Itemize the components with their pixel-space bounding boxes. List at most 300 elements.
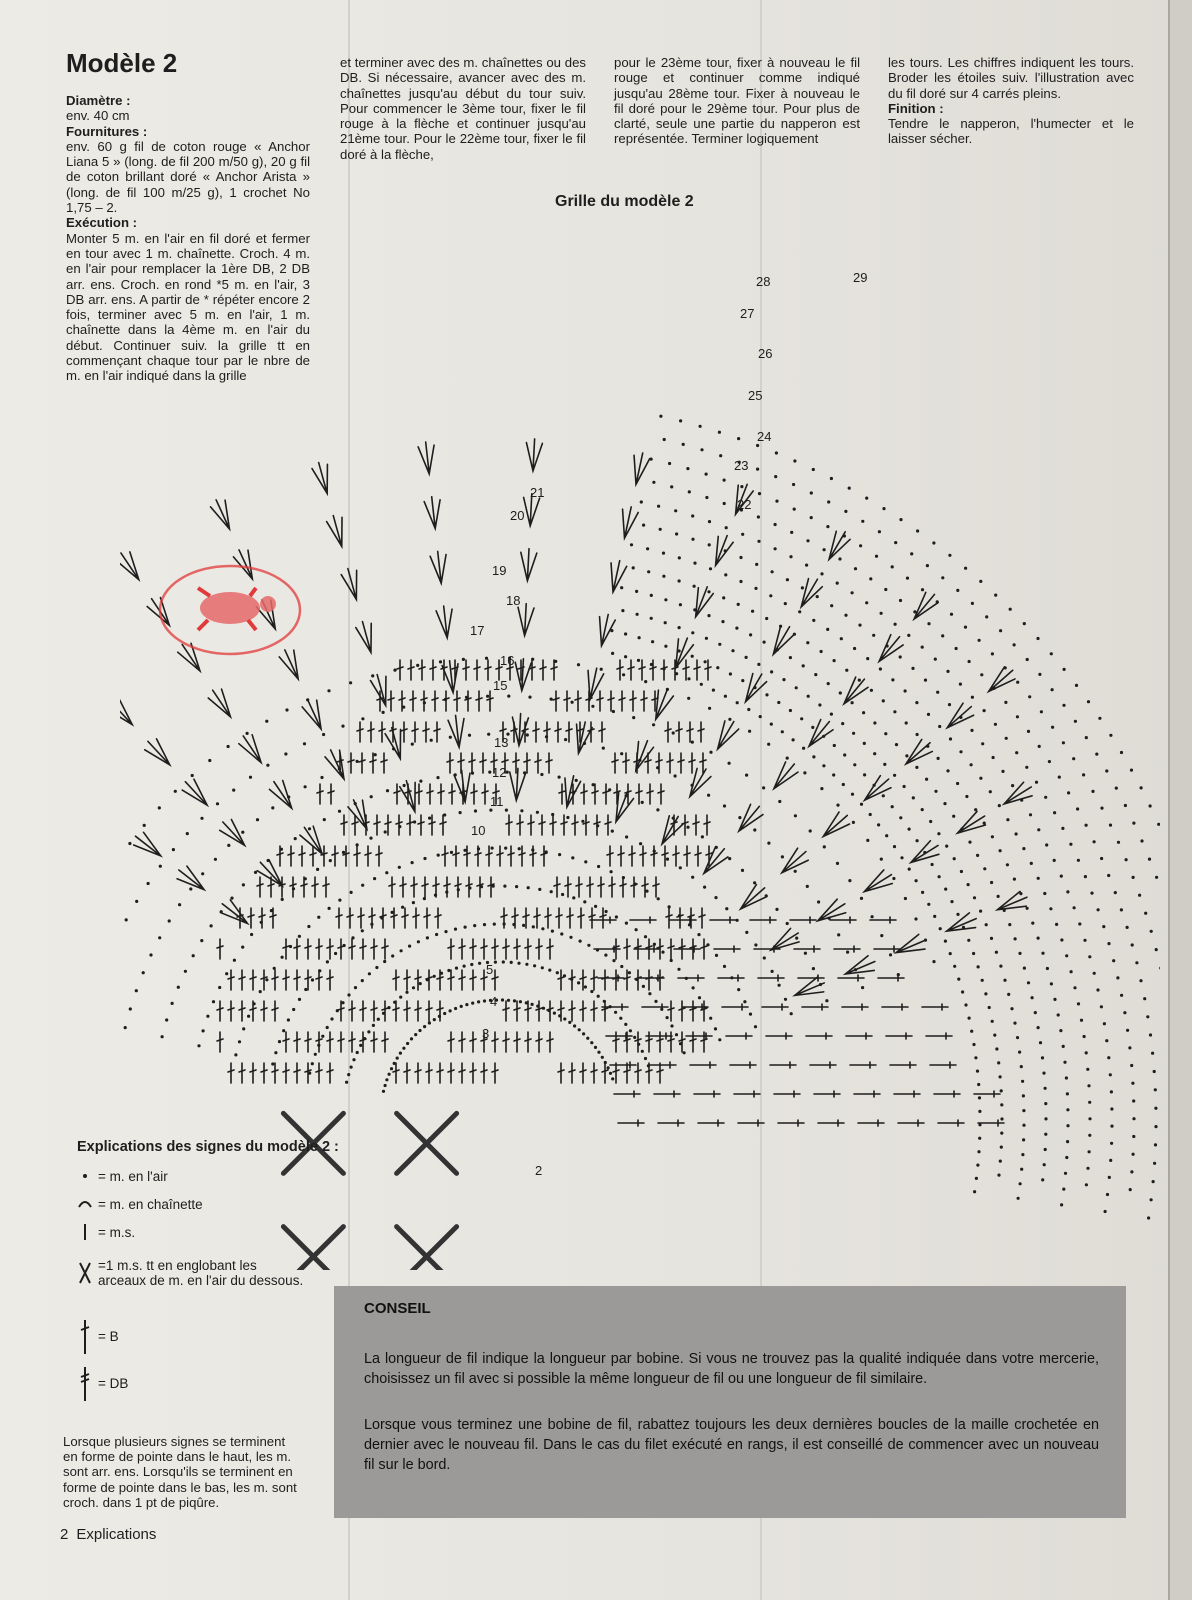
- chain-stitch: [1058, 776, 1061, 779]
- chain-stitch: [708, 707, 711, 710]
- chain-stitch: [1130, 1064, 1133, 1067]
- treble-stitch: [558, 1063, 564, 1083]
- chain-stitch: [1050, 652, 1053, 655]
- treble-stitch: [415, 970, 421, 990]
- chain-stitch: [723, 502, 726, 505]
- chain-stitch: [370, 795, 373, 798]
- chain-stitch: [903, 785, 906, 788]
- chain-stitch: [1154, 1107, 1157, 1110]
- chain-stitch: [1093, 840, 1096, 843]
- treble-stitch: [530, 846, 536, 866]
- chain-stitch: [334, 952, 337, 955]
- chain-stitch: [931, 863, 934, 866]
- chain-stitch: [1148, 858, 1151, 861]
- chain-stitch: [735, 627, 738, 630]
- chain-stitch: [581, 820, 584, 823]
- chain-stitch: [1045, 843, 1048, 846]
- treble-stitch: [371, 939, 377, 959]
- chain-stitch: [571, 701, 574, 704]
- chain-stitch: [858, 624, 861, 627]
- chain-stitch: [770, 723, 773, 726]
- treble-stitch: [294, 970, 300, 990]
- chain-stitch: [916, 529, 919, 532]
- cluster-stitch: [628, 451, 650, 486]
- treble-stitch: [536, 939, 542, 959]
- round-number-label: 4: [490, 994, 498, 1009]
- chain-stitch: [564, 738, 567, 741]
- chain-stitch: [926, 564, 929, 567]
- chain-stitch: [699, 425, 702, 428]
- chain-stitch: [177, 986, 180, 989]
- treble-stitch: [704, 815, 710, 835]
- treble-stitch: [482, 784, 488, 804]
- legend-text: = m.s.: [98, 1224, 136, 1240]
- treble-stitch: [636, 784, 642, 804]
- chain-stitch: [1021, 1153, 1024, 1156]
- treble-stitch: [407, 815, 413, 835]
- chain-stitch: [158, 806, 161, 809]
- chain-stitch: [1013, 1022, 1016, 1025]
- chain-stitch: [968, 660, 971, 663]
- treble-stitch: [591, 970, 597, 990]
- chain-stitch: [994, 723, 997, 726]
- chain-stitch: [721, 620, 724, 623]
- chain-stitch: [513, 999, 516, 1002]
- horizontal-stitch: [806, 1033, 832, 1039]
- chain-stitch: [1061, 827, 1064, 830]
- chain-stitch: [636, 613, 639, 616]
- treble-stitch: [410, 691, 416, 711]
- treble-stitch: [453, 846, 459, 866]
- chain-stitch: [350, 1066, 353, 1069]
- cluster-stitch: [300, 697, 328, 733]
- chain-stitch: [1132, 1099, 1135, 1102]
- chain-stitch: [748, 730, 751, 733]
- chain-stitch: [718, 431, 721, 434]
- chain-stitch: [1062, 741, 1065, 744]
- treble-stitch: [443, 691, 449, 711]
- chain-stitch: [708, 520, 711, 523]
- cluster-stitch: [517, 603, 535, 636]
- chain-stitch: [641, 1050, 644, 1053]
- chain-stitch: [981, 979, 984, 982]
- chain-stitch: [765, 693, 768, 696]
- chain-stitch: [1154, 1125, 1157, 1128]
- chain-stitch: [468, 734, 471, 737]
- chain-stitch: [503, 885, 506, 888]
- chain-stitch: [807, 695, 810, 698]
- treble-stitch: [454, 691, 460, 711]
- treble-stitch: [547, 939, 553, 959]
- treble-stitch: [365, 846, 371, 866]
- chain-stitch: [1051, 726, 1054, 729]
- horizontal-stitch: [882, 1004, 908, 1010]
- chain-stitch: [803, 771, 806, 774]
- chain-stitch: [714, 896, 717, 899]
- chain-stitch: [953, 965, 956, 968]
- horizontal-stitch: [854, 1091, 880, 1097]
- chain-stitch: [1055, 923, 1058, 926]
- chain-stitch: [767, 743, 770, 746]
- chain-stitch: [1090, 892, 1093, 895]
- chain-stitch: [464, 926, 467, 929]
- chain-stitch: [904, 689, 907, 692]
- treble-stitch: [550, 815, 556, 835]
- treble-stitch: [569, 970, 575, 990]
- chain-stitch: [487, 733, 490, 736]
- chain-stitch: [1043, 892, 1046, 895]
- cluster-stitch: [944, 911, 980, 938]
- chain-stitch: [505, 809, 508, 812]
- chain-stitch: [1093, 972, 1096, 975]
- chain-stitch: [830, 604, 833, 607]
- chain-stitch: [820, 572, 823, 575]
- cluster-stitch: [792, 976, 828, 1003]
- chain-stitch: [1131, 1082, 1134, 1085]
- treble-stitch: [411, 877, 417, 897]
- chain-stitch: [753, 881, 756, 884]
- treble-stitch: [239, 970, 245, 990]
- chain-stitch: [423, 857, 426, 860]
- cluster-stitch: [1000, 780, 1036, 811]
- chain-stitch: [691, 631, 694, 634]
- chain-stitch: [820, 650, 823, 653]
- chain-stitch: [1149, 804, 1152, 807]
- chain-stitch: [341, 1001, 344, 1004]
- treble-stitch: [474, 660, 480, 680]
- horizontal-stitch: [802, 1004, 828, 1010]
- chain-stitch: [1109, 1159, 1112, 1162]
- chain-arc-icon: [76, 1191, 94, 1217]
- chain-stitch: [844, 614, 847, 617]
- chain-stitch: [612, 959, 615, 962]
- treble-stitch: [583, 815, 589, 835]
- chain-stitch: [396, 1057, 399, 1060]
- treble-stitch: [250, 1063, 256, 1083]
- chain-stitch: [528, 696, 531, 699]
- chain-stitch: [840, 637, 843, 640]
- chain-stitch: [1030, 862, 1033, 865]
- chain-stitch: [1048, 760, 1051, 763]
- horizontal-stitch: [978, 1120, 1004, 1126]
- treble-stitch: [535, 753, 541, 773]
- chain-stitch: [662, 552, 665, 555]
- round-number-label: 5: [486, 962, 494, 977]
- chain-stitch: [172, 848, 175, 851]
- round-number-label: 29: [853, 270, 868, 285]
- cluster-stitch: [739, 670, 769, 706]
- treble-stitch: [305, 939, 311, 959]
- chain-stitch: [1014, 937, 1017, 940]
- chain-stitch: [1157, 823, 1160, 826]
- chain-stitch: [1020, 1065, 1023, 1068]
- chain-stitch: [992, 756, 995, 759]
- chain-stitch: [755, 563, 758, 566]
- chain-stitch: [165, 1018, 168, 1021]
- chain-stitch: [932, 541, 935, 544]
- chain-stitch: [729, 672, 732, 675]
- chain-stitch: [1085, 736, 1088, 739]
- treble-stitch: [701, 939, 707, 959]
- treble-stitch: [558, 1001, 564, 1021]
- chain-stitch: [430, 739, 433, 742]
- treble-stitch: [433, 877, 439, 897]
- treble-stitch: [413, 908, 419, 928]
- chain-stitch: [885, 834, 888, 837]
- treble-stitch: [646, 1032, 652, 1052]
- chain-stitch: [1151, 1052, 1154, 1055]
- chain-stitch: [558, 853, 561, 856]
- column-text: pour le 23ème tour, fixer à nouveau le fil rouge et continuer comme indiqué jusqu'au 28ème tour. Fixer à nouveau le fil doré pour le 29ème tour. Pour plus de clarté, seule une partie du napperon est représentée. Terminer logiquement: [614, 55, 860, 147]
- horizontal-stitch: [818, 1120, 844, 1126]
- treble-stitch: [492, 1063, 498, 1083]
- chain-stitch: [1027, 981, 1030, 984]
- chain-stitch: [444, 930, 447, 933]
- treble-stitch: [539, 815, 545, 835]
- horizontal-stitch: [758, 975, 784, 981]
- chain-stitch: [250, 933, 253, 936]
- chain-stitch: [178, 903, 181, 906]
- treble-stitch: [503, 1001, 509, 1021]
- chain-stitch: [880, 612, 883, 615]
- chain-stitch: [1026, 907, 1029, 910]
- treble-stitch: [631, 877, 637, 897]
- chain-stitch: [687, 697, 690, 700]
- treble-stitch: [358, 908, 364, 928]
- treble-stitch: [503, 1032, 509, 1052]
- chain-stitch: [948, 554, 951, 557]
- finition-text: Tendre le napperon, l'humecter et le laisser sécher.: [888, 116, 1134, 147]
- chain-stitch: [1037, 1026, 1040, 1029]
- chain-stitch: [1105, 769, 1108, 772]
- treble-stitch: [369, 908, 375, 928]
- chain-stitch: [652, 723, 655, 726]
- treble-stitch: [559, 784, 565, 804]
- treble-stitch: [580, 1001, 586, 1021]
- chain-stitch: [845, 669, 848, 672]
- chain-stitch: [989, 790, 992, 793]
- chain-stitch: [952, 815, 955, 818]
- treble-stitch: [348, 753, 354, 773]
- cluster-stitch: [655, 812, 685, 848]
- treble-stitch: [668, 939, 674, 959]
- chain-stitch: [142, 971, 145, 974]
- chain-stitch: [927, 903, 930, 906]
- chain-stitch: [991, 652, 994, 655]
- page-footer: [60, 1526, 156, 1543]
- treble-stitch: [567, 908, 573, 928]
- treble-stitch: [476, 691, 482, 711]
- chain-stitch: [916, 839, 919, 842]
- chain-stitch: [656, 808, 659, 811]
- chain-stitch: [907, 634, 910, 637]
- chain-stitch: [323, 818, 326, 821]
- chain-stitch: [756, 444, 759, 447]
- chain-stitch: [591, 705, 594, 708]
- horizontal-stitch: [762, 1004, 788, 1010]
- legend-row: [76, 1219, 135, 1245]
- chain-stitch: [216, 802, 219, 805]
- chain-stitch: [212, 1000, 215, 1003]
- chain-stitch: [329, 859, 332, 862]
- chain-stitch: [1035, 781, 1038, 784]
- treble-stitch: [341, 815, 347, 835]
- treble-stitch: [653, 877, 659, 897]
- chain-stitch: [403, 784, 406, 787]
- chain-stitch: [1016, 681, 1019, 684]
- treble-stitch: [492, 1032, 498, 1052]
- chain-stitch: [924, 679, 927, 682]
- page-number: 2: [60, 1526, 69, 1543]
- chain-stitch: [1105, 1039, 1108, 1042]
- horizontal-stitch: [642, 1004, 668, 1010]
- chain-stitch: [330, 1017, 333, 1020]
- chain-stitch: [652, 481, 655, 484]
- chain-stitch: [786, 757, 789, 760]
- treble-stitch: [598, 877, 604, 897]
- chain-stitch: [674, 509, 677, 512]
- chain-stitch: [473, 924, 476, 927]
- legend-text: = B: [98, 1328, 119, 1344]
- treble-stitch: [564, 691, 570, 711]
- treble-stitch: [465, 691, 471, 711]
- chain-stitch: [677, 968, 680, 971]
- horizontal-stitch: [646, 1033, 672, 1039]
- chain-stitch: [128, 842, 131, 845]
- treble-stitch: [400, 877, 406, 897]
- treble-icon: [76, 1316, 94, 1356]
- chain-stitch: [1001, 770, 1004, 773]
- treble-stitch: [661, 660, 667, 680]
- chain-stitch: [716, 666, 719, 669]
- treble-stitch: [321, 846, 327, 866]
- treble-stitch: [608, 691, 614, 711]
- chain-stitch: [686, 467, 689, 470]
- chain-stitch: [531, 1003, 534, 1006]
- chain-stitch: [705, 637, 708, 640]
- round-number-label: 19: [492, 563, 507, 578]
- chain-stitch: [569, 936, 572, 939]
- horizontal-stitch: [734, 1091, 760, 1097]
- chain-stitch: [827, 500, 830, 503]
- cluster-stitch: [142, 736, 176, 770]
- chain-stitch: [1000, 1117, 1003, 1120]
- chain-stitch: [691, 538, 694, 541]
- chain-stitch: [611, 830, 614, 833]
- chain-stitch: [373, 877, 376, 880]
- chain-stitch: [800, 717, 803, 720]
- chain-stitch: [741, 869, 744, 872]
- horizontal-stitch: [698, 1120, 724, 1126]
- cluster-stitch: [369, 672, 393, 707]
- chain-stitch: [775, 908, 778, 911]
- horizontal-stitch: [814, 1091, 840, 1097]
- treble-stitch: [679, 1032, 685, 1052]
- chain-stitch: [784, 998, 787, 1001]
- chain-stitch: [435, 933, 438, 936]
- chain-stitch: [390, 1067, 393, 1070]
- chain-stitch: [891, 565, 894, 568]
- chain-stitch: [1022, 1138, 1025, 1141]
- chain-stitch: [1120, 751, 1123, 754]
- chain-stitch: [1109, 734, 1112, 737]
- horizontal-stitch: [974, 1091, 1000, 1097]
- chain-stitch: [361, 929, 364, 932]
- chain-stitch: [774, 547, 777, 550]
- horizontal-stitch: [598, 975, 624, 981]
- treble-stitch: [305, 1032, 311, 1052]
- chain-stitch: [1000, 1103, 1003, 1106]
- chain-stitch: [953, 857, 956, 860]
- chain-stitch: [778, 984, 781, 987]
- chain-stitch: [282, 1029, 285, 1032]
- chain-stitch: [602, 747, 605, 750]
- treble-stitch: [630, 691, 636, 711]
- treble-stitch: [501, 908, 507, 928]
- cluster-stitch: [708, 533, 734, 569]
- treble-stitch: [317, 784, 323, 804]
- chain-stitch: [308, 827, 311, 830]
- chain-stitch: [1132, 1153, 1135, 1156]
- chain-stitch: [1075, 684, 1078, 687]
- chain-stitch: [349, 681, 352, 684]
- chain-stitch: [1129, 1188, 1132, 1191]
- chain-stitch: [419, 780, 422, 783]
- horizontal-stitch: [694, 1091, 720, 1097]
- treble-stitch: [435, 908, 441, 928]
- treble-stitch: [349, 939, 355, 959]
- chain-stitch: [723, 479, 726, 482]
- horizontal-stitch: [846, 1033, 872, 1039]
- chain-stitch: [1069, 843, 1072, 846]
- chain-stitch: [793, 459, 796, 462]
- chain-stitch: [707, 794, 710, 797]
- chain-stitch: [1066, 1140, 1069, 1143]
- chain-stitch: [298, 935, 301, 938]
- chain-stitch: [579, 940, 582, 943]
- chain-stitch: [256, 818, 259, 821]
- chain-stitch: [1132, 1117, 1135, 1120]
- chain-stitch: [651, 640, 654, 643]
- chain-stitch: [632, 716, 635, 719]
- chain-stitch: [455, 967, 458, 970]
- treble-stitch: [545, 908, 551, 928]
- chain-stitch: [894, 623, 897, 626]
- chain-stitch: [865, 601, 868, 604]
- treble-stitch: [272, 1063, 278, 1083]
- chain-stitch: [573, 1024, 576, 1027]
- chain-stitch: [230, 897, 233, 900]
- cluster-stitch: [901, 737, 936, 770]
- chain-stitch: [386, 789, 389, 792]
- chain-stitch: [999, 849, 1002, 852]
- chain-stitch: [912, 796, 915, 799]
- horizontal-stitch: [678, 975, 704, 981]
- chain-stitch: [848, 879, 851, 882]
- chain-stitch: [462, 658, 465, 661]
- chain-stitch: [670, 485, 673, 488]
- cluster-stitch: [346, 797, 374, 833]
- chain-stitch: [988, 1006, 991, 1009]
- chain-stitch: [648, 992, 651, 995]
- treble-stitch: [508, 846, 514, 866]
- chain-stitch: [1087, 1084, 1090, 1087]
- cluster-stitch: [733, 801, 766, 836]
- treble-stitch: [349, 1001, 355, 1021]
- chain-stitch: [1065, 954, 1068, 957]
- chain-stitch: [338, 810, 341, 813]
- chain-stitch: [249, 776, 252, 779]
